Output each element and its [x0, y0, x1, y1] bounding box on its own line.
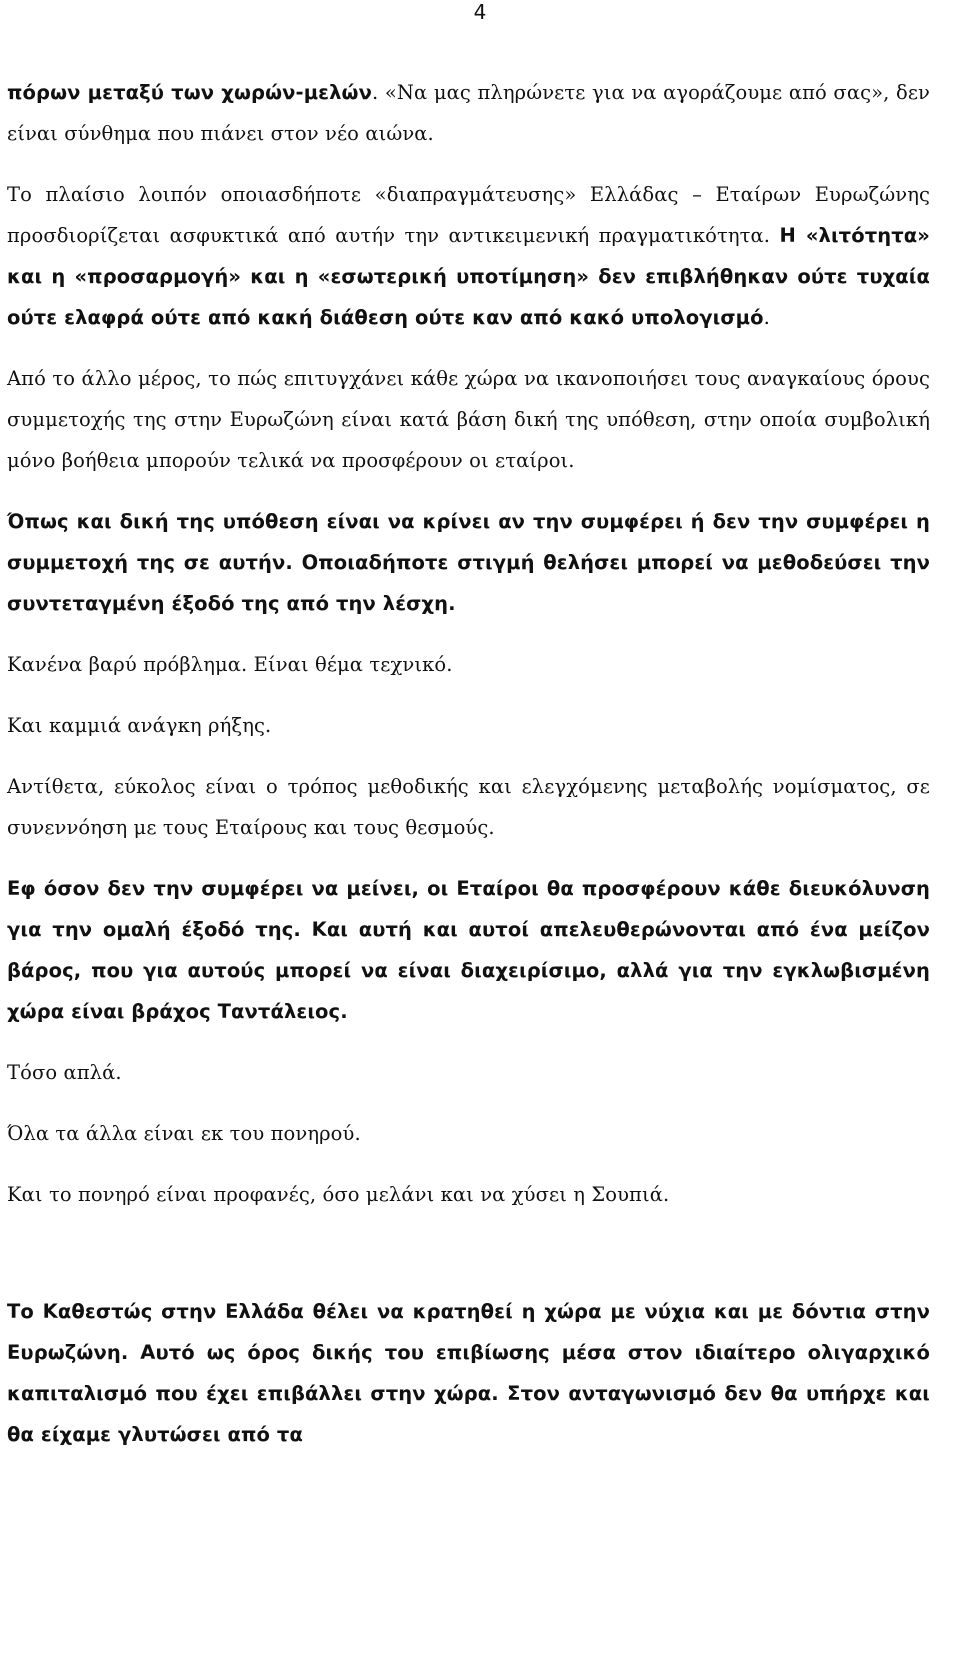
page-number: 4	[473, 0, 487, 24]
paragraph-6	[7, 705, 930, 746]
paragraph-3	[7, 358, 930, 481]
blank-space	[7, 1235, 930, 1291]
paragraph-10	[7, 1113, 930, 1154]
text-segment: Όλα τα άλλα είναι εκ του πονηρού.	[7, 1122, 361, 1145]
text-segment: Όπως και δική της υπόθεση είναι να κρίνει αν την συμφέρει ή δεν την συμφέρει η συμμετοχή της σε αυτήν. Οποιαδήποτε στιγμή θελήσει μπορεί να μεθοδεύσει την συντεταγμένη έξοδό της από την λέσχη.	[7, 510, 930, 615]
text-segment: Αντίθετα, εύκολος είναι ο τρόπος μεθοδικής και ελεγχόμενης μεταβολής νομίσματος, σε συνεννόηση με τους Εταίρους και τους θεσμούς.	[7, 775, 930, 839]
text-segment: .	[763, 306, 770, 329]
text-segment: Η «λιτότητα» και η «προσαρμογή» και η «εσωτερική υποτίμηση» δεν επιβλήθηκαν ούτε τυχαία ούτε ελαφρά ούτε από κακή διάθεση ούτε καν από κακό υπολογισμό	[7, 224, 930, 329]
paragraph-1	[7, 72, 930, 154]
paragraph-11	[7, 1174, 930, 1215]
text-segment: Και καμμιά ανάγκη ρήξης.	[7, 714, 272, 737]
text-segment: Το πλαίσιο λοιπόν οποιασδήποτε «διαπραγμάτευσης» Ελλάδας – Εταίρων Ευρωζώνης προσδιορίζεται ασφυκτικά από αυτήν την αντικειμενική πραγματικότητα.	[7, 183, 930, 247]
text-segment: πόρων μεταξύ των χωρών-μελών	[7, 81, 372, 104]
paragraph-2	[7, 174, 930, 338]
text-segment: Από το άλλο μέρος, το πώς επιτυγχάνει κάθε χώρα να ικανοποιήσει τους αναγκαίους όρους συμμετοχής της στην Ευρωζώνη είναι κατά βάση δική της υπόθεση, στην οποία συμβολική μόνο βοήθεια μπορούν τελικά να προσφέρουν οι εταίροι.	[7, 367, 930, 472]
text-segment: Και το πονηρό είναι προφανές, όσο μελάνι και να χύσει η Σουπιά.	[7, 1183, 670, 1206]
text-segment: Κανένα βαρύ πρόβλημα. Είναι θέμα τεχνικό.	[7, 653, 453, 676]
paragraph-8	[7, 868, 930, 1032]
paragraph-5	[7, 644, 930, 685]
text-segment: Το Καθεστώς στην Ελλάδα θέλει να κρατηθεί η χώρα με νύχια και με δόντια στην Ευρωζώνη. Αυτό ως όρος δικής του επιβίωσης μέσα στον ιδιαίτερο ολιγαρχικό καπιταλισμό που έχει επιβάλλει στην χώρα. Στον ανταγωνισμό δεν θα υπήρχε και θα είχαμε γλυτώσει από τα	[7, 1300, 930, 1446]
text-segment: Εφ όσον δεν την συμφέρει να μείνει, οι Εταίροι θα προσφέρουν κάθε διευκόλυνση για την ομαλή έξοδό της. Και αυτή και αυτοί απελευθερώνονται από ένα μείζον βάρος, που για αυτούς μπορεί να είναι διαχειρίσιμο, αλλά για την εγκλωβισμένη χώρα είναι βράχος Ταντάλειος.	[7, 877, 930, 1023]
paragraph-7	[7, 766, 930, 848]
text-segment: . «Να μας πληρώνετε για να αγοράζουμε από σας», δεν είναι σύνθημα που πιάνει στον νέο αιώνα.	[7, 81, 930, 145]
document-body	[7, 72, 930, 1475]
paragraph-9	[7, 1052, 930, 1093]
paragraph-12	[7, 1291, 930, 1455]
text-segment: Τόσο απλά.	[7, 1061, 122, 1084]
paragraph-4	[7, 501, 930, 624]
